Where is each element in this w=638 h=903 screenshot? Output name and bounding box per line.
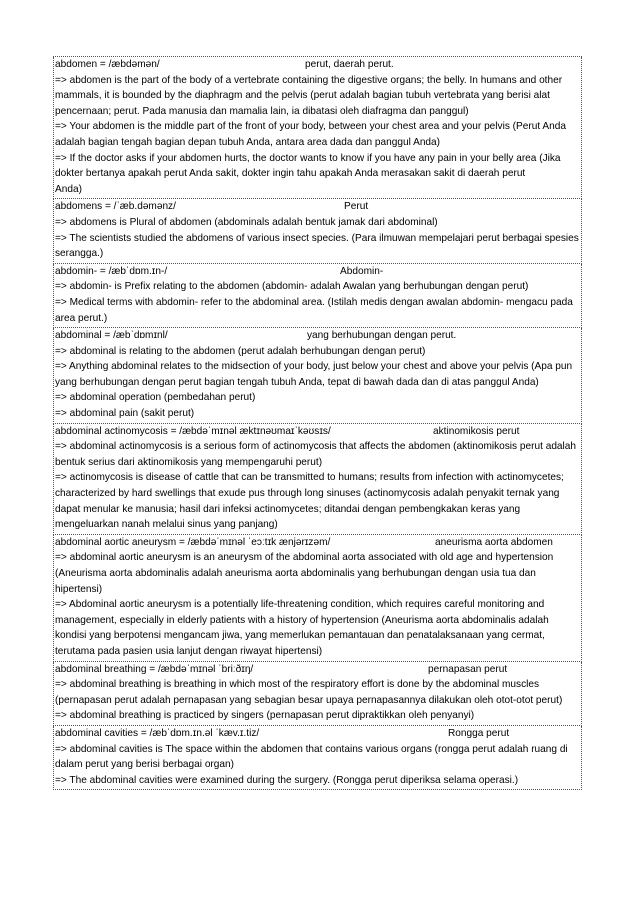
entry-abdominal-breathing	[53, 662, 582, 726]
entry-header	[55, 328, 580, 344]
entry-translation: aktinomikosis perut	[433, 425, 520, 437]
entry-abdomen	[53, 57, 582, 199]
entry-line: Anda)	[55, 183, 82, 195]
entry-header	[55, 535, 580, 551]
entry-translation: pernapasan perut	[428, 663, 508, 675]
entry-header	[55, 199, 580, 215]
entry-line: => The scientists studied the abdomens of various insect species. (Para ilmuwan mempelajari perut berbagai spesies serangga.)	[55, 232, 579, 260]
entry-abdominal	[53, 328, 582, 424]
entry-line: => Anything abdominal relates to the midsection of your body, just below your chest and above your pelvis (Apa pun yang berhubungan dengan perut bagian tengah tubuh Anda, tepat di bawah dada dan di atas panggul Anda)	[55, 361, 573, 388]
entry-translation: aneurisma aorta abdomen	[435, 536, 553, 548]
entry-line: => abdomen is the part of the body of a vertebrate containing the digestive organs; the belly. In humans and other mammals, it is bounded by the diaphragm and the pelvis (perut adalah bagian tubuh vertebrata yang berisi alat pencernaan; perut. Pada manusia dan mamalia lain, ia dibatasi oleh diafragma dan panggul)	[55, 74, 563, 117]
entry-line: => actinomycosis is disease of cattle that can be transmitted to humans; results from infection with actinomycetes; characterized by hard swellings that exude pus through long sinuses (actinomycosis adalah penyakit ternak yang dapat menular ke manusia; hasil dari infeksi actinomycetes; ditandai dengan pembengkakan keras yang mengeluarkan nanah melalui sinus yang panjang)	[55, 472, 564, 531]
entry-line: => abdominal breathing is practiced by singers (pernapasan perut dipraktikkan oleh penyanyi)	[55, 710, 475, 722]
entry-header	[55, 662, 580, 678]
entry-line: => abdominal is relating to the abdomen (perut adalah berhubungan dengan perut)	[55, 345, 426, 357]
entry-header	[55, 57, 580, 73]
entry-line: => abdominal operation (pembedahan perut)	[55, 392, 256, 404]
entry-abdominal-actinomycosis	[53, 424, 582, 535]
entry-term: abdomin- = /æbˈdɒm.ɪn-/	[55, 265, 168, 277]
dictionary-sheet	[53, 56, 582, 790]
entry-header	[55, 726, 580, 742]
entry-translation: Abdomin-	[340, 265, 384, 277]
entry-abdominal-cavities	[53, 726, 582, 790]
entry-term: abdominal aortic aneurysm = /æbdəˈmɪnəl ˈeɔːtɪk ænjərɪzəm/	[55, 536, 331, 548]
entry-line: => abdominal cavities is The space within the abdomen that contains various organs (rongga perut adalah ruang di dalam perut yang berisi berbagai organ)	[55, 743, 568, 771]
entry-term: abdominal = /æbˈdɒmɪnl/	[55, 330, 168, 342]
entry-term: abdomens = /ˈæb.dəmənz/	[55, 201, 176, 213]
entry-line: => abdominal aortic aneurysm is an aneurysm of the abdominal aorta associated with old age and hypertension (Aneurisma aorta abdominalis adalah aneurisma aorta abdominalis yang berhubungan dengan usia tua dan hipertensi)	[55, 552, 554, 595]
entry-header	[55, 264, 580, 280]
entry-translation: Perut	[344, 201, 369, 213]
entry-translation: Rongga perut	[448, 727, 510, 739]
entry-line: => abdomens is Plural of abdomen (abdominals adalah bentuk jamak dari abdominal)	[55, 216, 438, 228]
entry-term: abdominal actinomycosis = /æbdəˈmɪnəl æktɪnəʊmaɪˈkəʊsɪs/	[55, 425, 331, 437]
entry-term: abdominal breathing = /æbdəˈmɪnəl ˈbriːðɪŋ/	[55, 663, 254, 675]
entry-line: => If the doctor asks if your abdomen hurts, the doctor wants to know if you have any pain in your belly area (Jika dokter bertanya apakah perut Anda sakit, dokter ingin tahu apakah Anda merasakan sakit di daerah perut	[55, 152, 561, 180]
entry-line: => abdominal breathing is breathing in which most of the respiratory effort is done by the abdominal muscles (pernapasan perut adalah pernapasan yang sebagian besar upaya pernapasannya dilakukan oleh otot-otot perut)	[55, 679, 563, 706]
entry-line: => The abdominal cavities were examined during the surgery. (Rongga perut diperiksa selama operasi.)	[55, 774, 519, 786]
entry-header	[55, 424, 580, 440]
entry-line: => abdominal actinomycosis is a serious form of actinomycosis that affects the abdomen (aktinomikosis perut adalah bentuk serius dari aktinomikosis yang mempengaruhi perut)	[55, 441, 577, 468]
entry-abdominal-aortic-aneurysm	[53, 535, 582, 662]
entry-abdomens	[53, 199, 582, 263]
entry-translation: perut, daerah perut.	[305, 59, 394, 70]
entry-translation: yang berhubungan dengan perut.	[307, 330, 457, 342]
entry-term: abdominal cavities = /æbˈdɒm.ɪn.əl ˈkæv.ɪ.tiz/	[55, 727, 260, 739]
entry-line: => abdomin- is Prefix relating to the abdomen (abdomin- adalah Awalan yang berhubungan dengan perut)	[55, 281, 529, 293]
entry-line: => Your abdomen is the middle part of the front of your body, between your chest area and your pelvis (Perut Anda adalah bagian tengah bagian depan tubuh Anda, antara area dada dan panggul Anda)	[55, 121, 566, 148]
entry-line: => abdominal pain (sakit perut)	[55, 408, 195, 420]
entry-term: abdomen = /æbdəmən/	[55, 59, 160, 70]
entry-abdomin-prefix	[53, 264, 582, 328]
entry-line: => Medical terms with abdomin- refer to the abdominal area. (Istilah medis dengan awalan abdomin- mengacu pada area perut.)	[55, 296, 573, 324]
entry-line: => Abdominal aortic aneurysm is a potentially life-threatening condition, which requires careful monitoring and management, especially in elderly patients with a history of hypertension (Aneurisma aorta abdominalis adalah kondisi yang berpotensi mengancam jiwa, yang memerlukan pemantauan dan penatalaksanaan yang cermat, terutama pada pasien usia lanjut dengan riwayat hipertensi)	[55, 599, 549, 657]
